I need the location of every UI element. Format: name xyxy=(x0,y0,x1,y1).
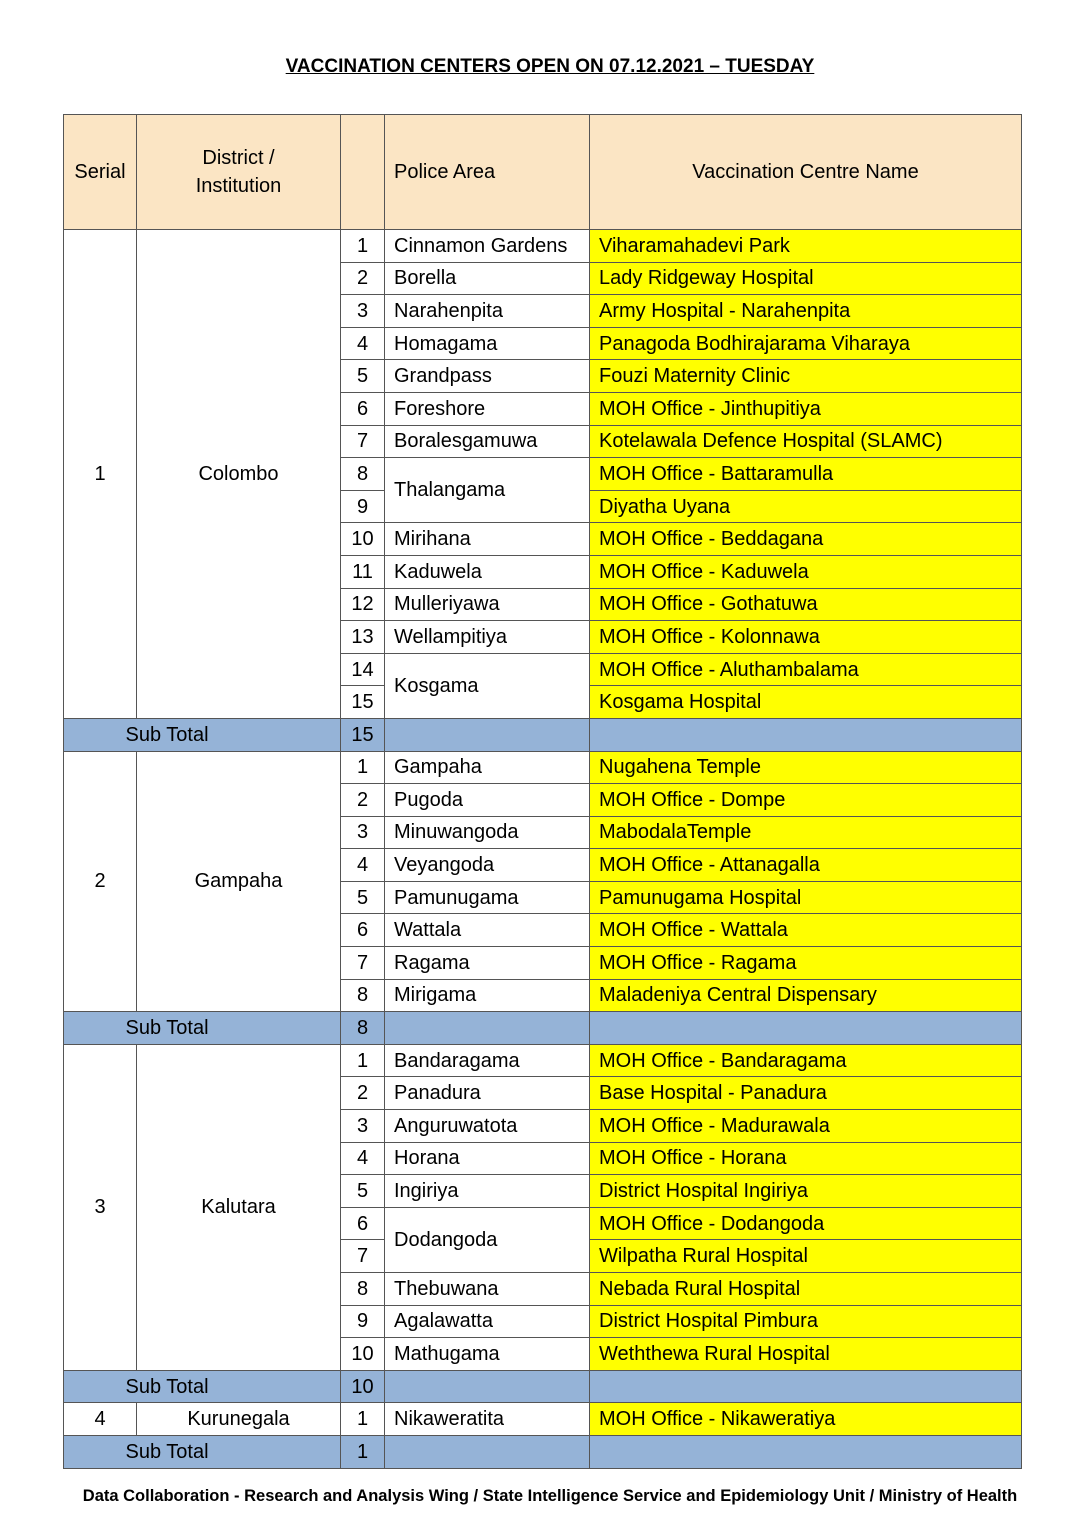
row-number: 9 xyxy=(341,490,385,523)
row-number: 15 xyxy=(341,686,385,719)
district-serial: 2 xyxy=(64,751,137,1012)
police-area: Minuwangoda xyxy=(385,816,590,849)
police-area: Borella xyxy=(385,262,590,295)
vaccination-centre-name: MOH Office - Aluthambalama xyxy=(590,653,1022,686)
row-number: 2 xyxy=(341,784,385,817)
footer-credit: Data Collaboration - Research and Analysis Wing / State Intelligence Service and Epidemiology Unit / Ministry of Health xyxy=(82,1487,1018,1505)
row-number: 1 xyxy=(341,1044,385,1077)
vaccination-centre-name: Pamunugama Hospital xyxy=(590,881,1022,914)
row-number: 10 xyxy=(341,523,385,556)
sub-total-label: Sub Total xyxy=(64,1435,341,1468)
police-area: Panadura xyxy=(385,1077,590,1110)
vaccination-centre-name: MOH Office - Jinthupitiya xyxy=(590,392,1022,425)
vaccination-centre-name: MOH Office - Battaramulla xyxy=(590,458,1022,491)
police-area: Mathugama xyxy=(385,1338,590,1371)
police-area: Agalawatta xyxy=(385,1305,590,1338)
sub-total-row xyxy=(64,1370,1022,1403)
sub-total-label: Sub Total xyxy=(64,718,341,751)
police-area: Mulleriyawa xyxy=(385,588,590,621)
police-area: Wattala xyxy=(385,914,590,947)
row-number: 9 xyxy=(341,1305,385,1338)
vaccination-centre-name: Kosgama Hospital xyxy=(590,686,1022,719)
vaccination-centre-name: Kotelawala Defence Hospital (SLAMC) xyxy=(590,425,1022,458)
vaccination-centre-name: Maladeniya Central Dispensary xyxy=(590,979,1022,1012)
vaccination-centre-name: Weththewa Rural Hospital xyxy=(590,1338,1022,1371)
header-row xyxy=(64,115,1022,230)
table-row xyxy=(64,1044,1022,1077)
vaccination-centre-name: MOH Office - Wattala xyxy=(590,914,1022,947)
sub-total-blank-centre xyxy=(590,718,1022,751)
sub-total-row xyxy=(64,718,1022,751)
row-number: 5 xyxy=(341,1175,385,1208)
vaccination-centre-name: MOH Office - Horana xyxy=(590,1142,1022,1175)
police-area: Homagama xyxy=(385,327,590,360)
row-number: 1 xyxy=(341,230,385,263)
police-area: Horana xyxy=(385,1142,590,1175)
table-row xyxy=(64,230,1022,263)
police-area: Nikaweratita xyxy=(385,1403,590,1436)
row-number: 5 xyxy=(341,360,385,393)
police-area: Mirigama xyxy=(385,979,590,1012)
vaccination-centre-name: Wilpatha Rural Hospital xyxy=(590,1240,1022,1273)
row-number: 4 xyxy=(341,1142,385,1175)
row-number: 7 xyxy=(341,1240,385,1273)
police-area: Pamunugama xyxy=(385,881,590,914)
police-area: Anguruwatota xyxy=(385,1110,590,1143)
police-area: Cinnamon Gardens xyxy=(385,230,590,263)
row-number: 8 xyxy=(341,458,385,491)
police-area: Dodangoda xyxy=(385,1207,590,1272)
sub-total-blank-centre xyxy=(590,1435,1022,1468)
header-number xyxy=(341,115,385,230)
vaccination-centre-name: MOH Office - Gothatuwa xyxy=(590,588,1022,621)
vaccination-centre-name: MOH Office - Nikaweratiya xyxy=(590,1403,1022,1436)
sub-total-blank-centre xyxy=(590,1012,1022,1045)
police-area: Narahenpita xyxy=(385,295,590,328)
row-number: 7 xyxy=(341,425,385,458)
police-area: Thalangama xyxy=(385,458,590,523)
vaccination-centre-name: MOH Office - Kaduwela xyxy=(590,555,1022,588)
vaccination-centre-name: MOH Office - Dodangoda xyxy=(590,1207,1022,1240)
sub-total-blank-police xyxy=(385,1370,590,1403)
district-serial: 4 xyxy=(64,1403,137,1436)
vaccination-centre-name: Nugahena Temple xyxy=(590,751,1022,784)
row-number: 3 xyxy=(341,816,385,849)
row-number: 4 xyxy=(341,327,385,360)
vaccination-centre-name: Panagoda Bodhirajarama Viharaya xyxy=(590,327,1022,360)
vaccination-centre-name: Fouzi Maternity Clinic xyxy=(590,360,1022,393)
page-title: VACCINATION CENTERS OPEN ON 07.12.2021 – TUESDAY xyxy=(285,56,815,77)
sub-total-row xyxy=(64,1435,1022,1468)
district-name: Kurunegala xyxy=(137,1403,341,1436)
row-number: 7 xyxy=(341,947,385,980)
police-area: Boralesgamuwa xyxy=(385,425,590,458)
police-area: Foreshore xyxy=(385,392,590,425)
police-area: Kaduwela xyxy=(385,555,590,588)
police-area: Ingiriya xyxy=(385,1175,590,1208)
header-police-area: Police Area xyxy=(385,115,590,230)
row-number: 14 xyxy=(341,653,385,686)
row-number: 8 xyxy=(341,979,385,1012)
vaccination-centre-name: Base Hospital - Panadura xyxy=(590,1077,1022,1110)
district-name: Kalutara xyxy=(137,1044,341,1370)
vaccination-centre-name: Army Hospital - Narahenpita xyxy=(590,295,1022,328)
table-row xyxy=(64,1403,1022,1436)
row-number: 1 xyxy=(341,751,385,784)
vaccination-centre-name: Lady Ridgeway Hospital xyxy=(590,262,1022,295)
vaccination-centre-name: MOH Office - Dompe xyxy=(590,784,1022,817)
row-number: 3 xyxy=(341,295,385,328)
vaccination-centre-name: MOH Office - Beddagana xyxy=(590,523,1022,556)
row-number: 8 xyxy=(341,1273,385,1306)
sub-total-blank-centre xyxy=(590,1370,1022,1403)
district-name: Colombo xyxy=(137,230,341,719)
district-name: Gampaha xyxy=(137,751,341,1012)
police-area: Bandaragama xyxy=(385,1044,590,1077)
vaccination-centre-name: MOH Office - Kolonnawa xyxy=(590,621,1022,654)
vaccination-centre-name: MOH Office - Attanagalla xyxy=(590,849,1022,882)
district-serial: 3 xyxy=(64,1044,137,1370)
vaccination-centre-name: MabodalaTemple xyxy=(590,816,1022,849)
header-district: District / Institution xyxy=(137,115,341,230)
vaccination-centre-name: MOH Office - Bandaragama xyxy=(590,1044,1022,1077)
sub-total-count: 8 xyxy=(341,1012,385,1045)
vaccination-centre-name: District Hospital Pimbura xyxy=(590,1305,1022,1338)
sub-total-label: Sub Total xyxy=(64,1012,341,1045)
sub-total-label: Sub Total xyxy=(64,1370,341,1403)
police-area: Thebuwana xyxy=(385,1273,590,1306)
row-number: 4 xyxy=(341,849,385,882)
vaccination-centre-name: Viharamahadevi Park xyxy=(590,230,1022,263)
table-row xyxy=(64,751,1022,784)
vaccination-centre-name: MOH Office - Madurawala xyxy=(590,1110,1022,1143)
police-area: Pugoda xyxy=(385,784,590,817)
vaccination-centres-table xyxy=(63,114,1022,1469)
row-number: 11 xyxy=(341,555,385,588)
row-number: 2 xyxy=(341,1077,385,1110)
row-number: 6 xyxy=(341,392,385,425)
police-area: Gampaha xyxy=(385,751,590,784)
row-number: 3 xyxy=(341,1110,385,1143)
sub-total-blank-police xyxy=(385,718,590,751)
row-number: 12 xyxy=(341,588,385,621)
row-number: 13 xyxy=(341,621,385,654)
row-number: 10 xyxy=(341,1338,385,1371)
district-serial: 1 xyxy=(64,230,137,719)
row-number: 5 xyxy=(341,881,385,914)
row-number: 6 xyxy=(341,914,385,947)
police-area: Mirihana xyxy=(385,523,590,556)
row-number: 1 xyxy=(341,1403,385,1436)
police-area: Ragama xyxy=(385,947,590,980)
police-area: Kosgama xyxy=(385,653,590,718)
police-area: Veyangoda xyxy=(385,849,590,882)
vaccination-centre-name: Nebada Rural Hospital xyxy=(590,1273,1022,1306)
vaccination-centre-name: Diyatha Uyana xyxy=(590,490,1022,523)
sub-total-blank-police xyxy=(385,1435,590,1468)
sub-total-count: 10 xyxy=(341,1370,385,1403)
vaccination-centre-name: MOH Office - Ragama xyxy=(590,947,1022,980)
header-centre-name: Vaccination Centre Name xyxy=(590,115,1022,230)
header-serial: Serial xyxy=(64,115,137,230)
sub-total-row xyxy=(64,1012,1022,1045)
row-number: 2 xyxy=(341,262,385,295)
sub-total-blank-police xyxy=(385,1012,590,1045)
sub-total-count: 15 xyxy=(341,718,385,751)
row-number: 6 xyxy=(341,1207,385,1240)
sub-total-count: 1 xyxy=(341,1435,385,1468)
police-area: Wellampitiya xyxy=(385,621,590,654)
vaccination-centre-name: District Hospital Ingiriya xyxy=(590,1175,1022,1208)
police-area: Grandpass xyxy=(385,360,590,393)
